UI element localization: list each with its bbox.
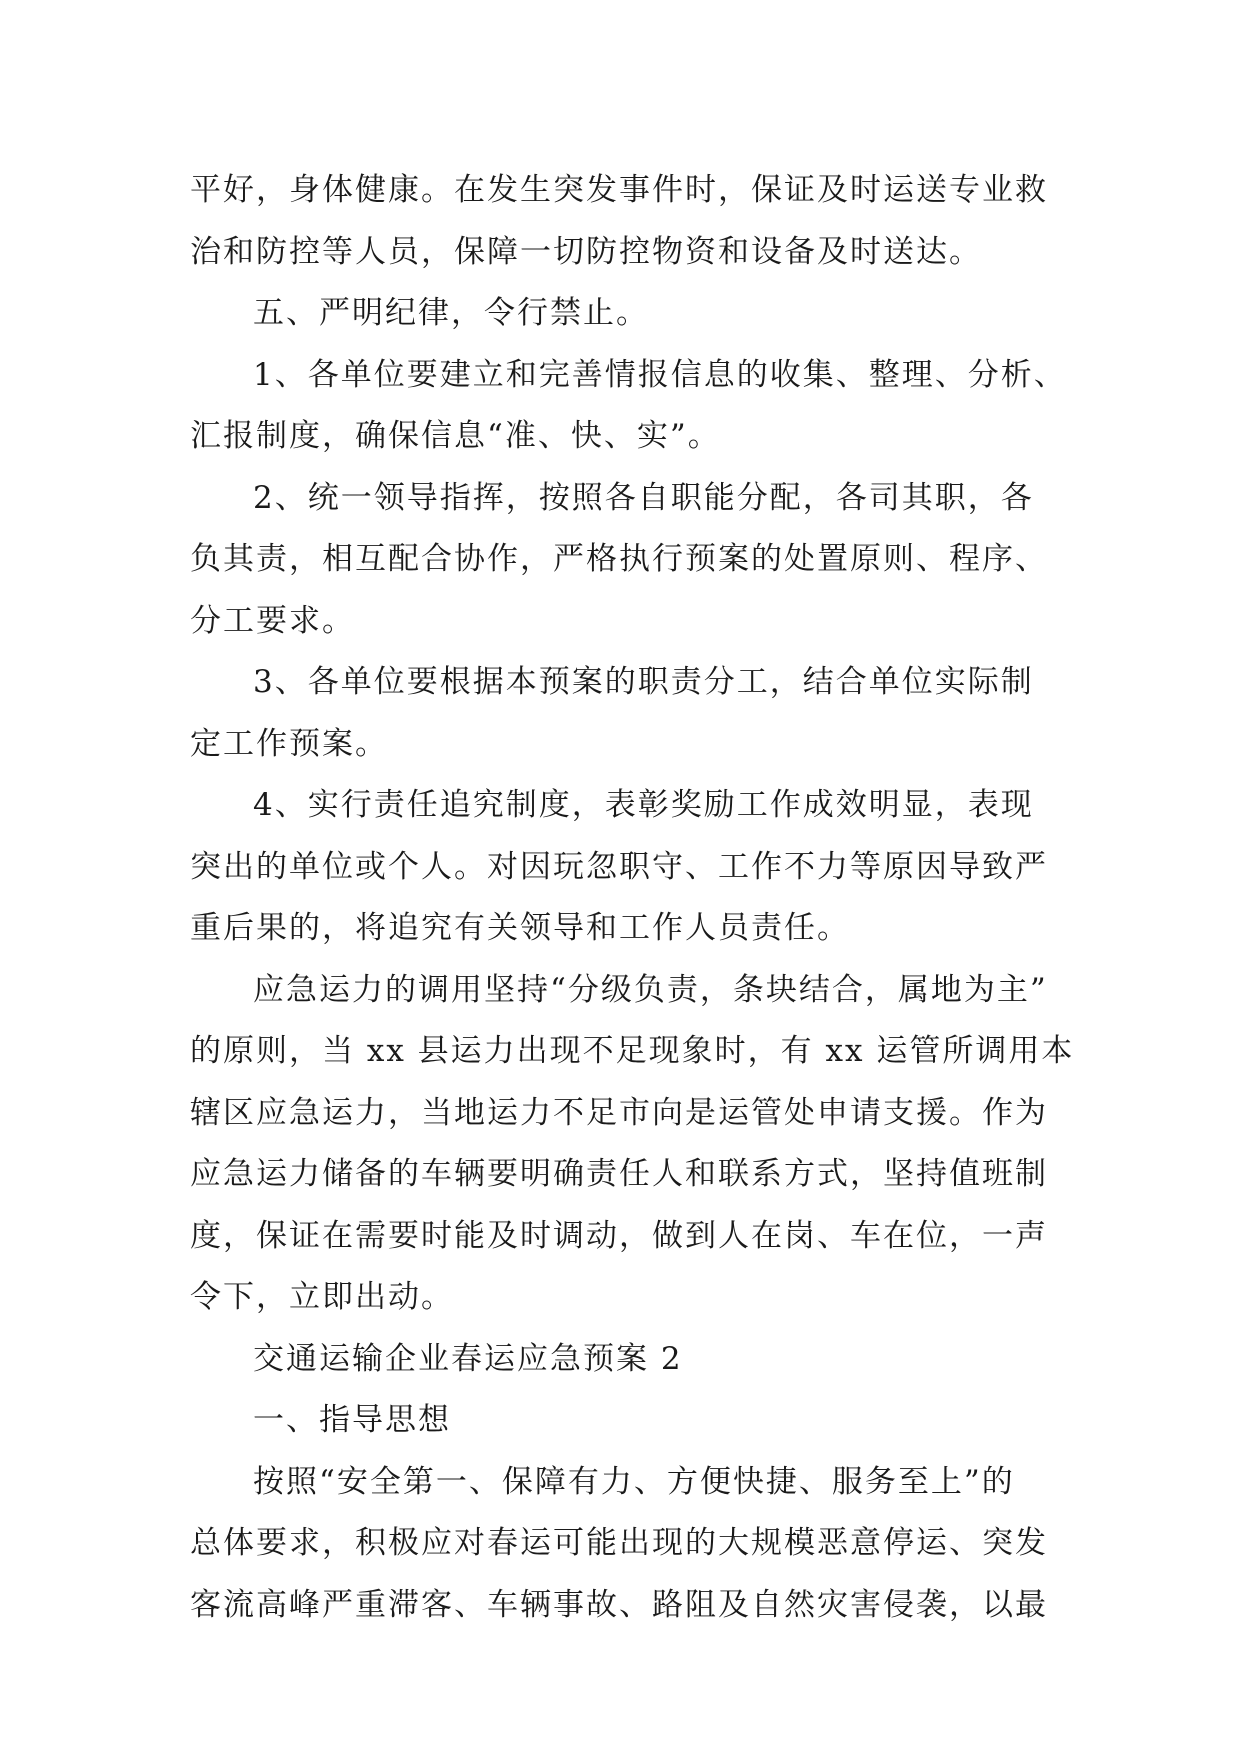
text-line: 治和防控等人员，保障一切防控物资和设备及时送达。 [190, 233, 982, 270]
document-title: 交通运输企业春运应急预案 2 [253, 1340, 683, 1377]
text-line: 应急运力的调用坚持“分级负责，条块结合，属地为主” [253, 971, 1048, 1008]
text-line: 按照“安全第一、保障有力、方便快捷、服务至上”的 [253, 1463, 1015, 1500]
text-line: 令下，立即出动。 [190, 1279, 454, 1315]
text-line: 定工作预案。 [190, 725, 388, 762]
text-line: 4、实行责任追究制度，表彰奖励工作成效明显，表现 [253, 787, 1034, 823]
text-line: 突出的单位或个人。对因玩忽职守、工作不力等原因导致严 [190, 848, 1048, 885]
text-line: 应急运力储备的车辆要明确责任人和联系方式，坚持值班制 [190, 1156, 1048, 1192]
text-line: 平好，身体健康。在发生突发事件时，保证及时运送专业救 [190, 172, 1048, 208]
text-line: 客流高峰严重滞客、车辆事故、路阻及自然灾害侵袭，以最 [190, 1586, 1048, 1623]
section-heading: 一、指导思想 [253, 1402, 451, 1438]
text-line: 3、各单位要根据本预案的职责分工，结合单位实际制 [253, 664, 1034, 700]
text-line: 总体要求，积极应对春运可能出现的大规模恶意停运、突发 [190, 1525, 1048, 1561]
text-line: 分工要求。 [190, 602, 355, 639]
section-heading: 五、严明纪律，令行禁止。 [253, 295, 649, 331]
text-line: 1、各单位要建立和完善情报信息的收集、整理、分析、 [253, 356, 1067, 393]
document-body [190, 160, 1075, 1636]
text-line: 辖区应急运力，当地运力不足市向是运管处申请支援。作为 [190, 1094, 1048, 1131]
text-line: 2、统一领导指挥，按照各自职能分配，各司其职，各 [253, 479, 1034, 516]
text-line: 度，保证在需要时能及时调动，做到人在岗、车在位，一声 [190, 1217, 1048, 1254]
text-line: 负其责，相互配合协作，严格执行预案的处置原则、程序、 [190, 541, 1048, 577]
text-line: 的原则，当 xx 县运力出现不足现象时，有 xx 运管所调用本 [190, 1033, 1075, 1069]
text-line: 汇报制度，确保信息“准、快、实”。 [190, 418, 721, 454]
text-line: 重后果的，将追究有关领导和工作人员责任。 [190, 910, 850, 946]
